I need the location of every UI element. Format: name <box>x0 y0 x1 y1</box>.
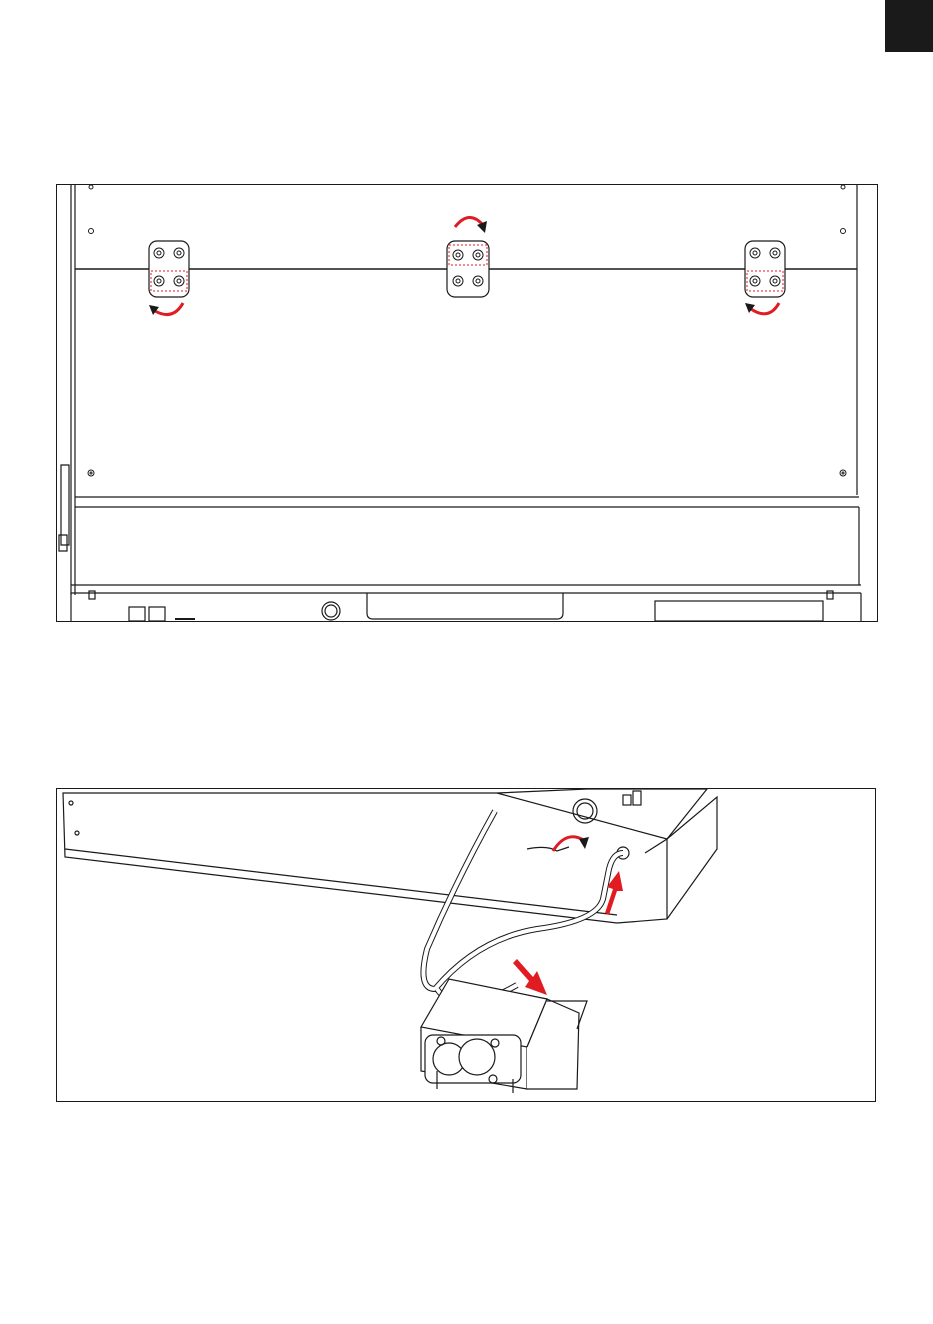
page-tab-marker <box>885 0 933 52</box>
push-down-arrow-icon <box>513 959 547 995</box>
illustration-top <box>56 184 878 622</box>
rotate-counterclockwise-arrow-icon <box>751 303 779 314</box>
illustration-bottom <box>56 788 876 1102</box>
device-top-view-drawing <box>57 185 877 621</box>
rotate-counterclockwise-arrow-icon <box>155 303 183 315</box>
pump-connection-drawing <box>57 789 875 1101</box>
bracket-left <box>149 241 189 297</box>
bracket-right <box>745 241 785 297</box>
bracket-middle <box>447 241 489 297</box>
